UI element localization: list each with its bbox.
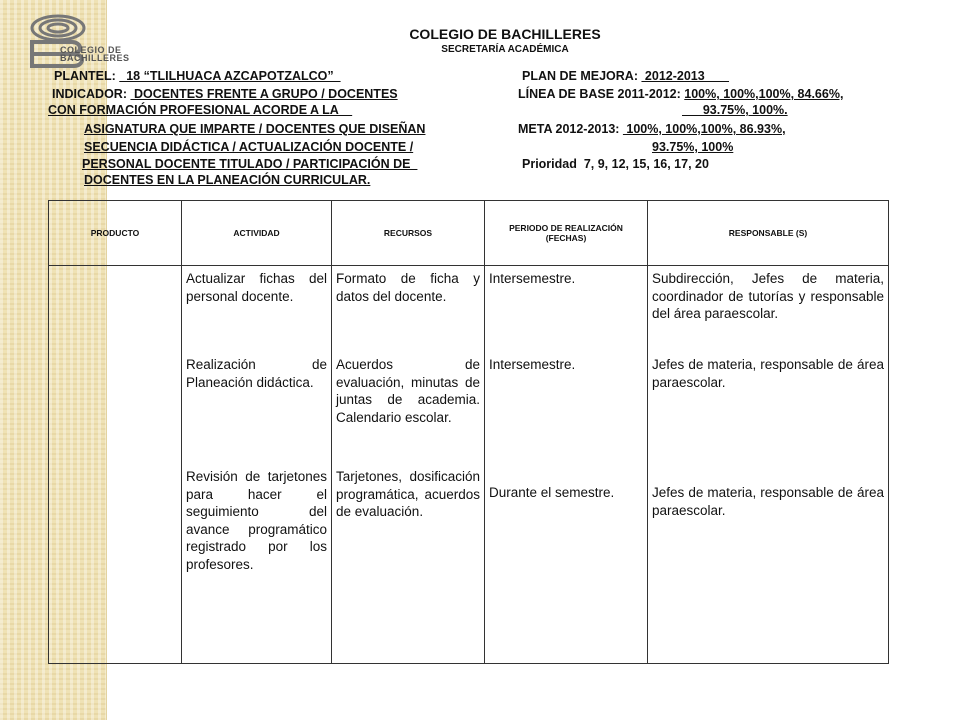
table-row — [49, 266, 889, 664]
responsable-item-1: Subdirección, Jefes de materia, coordinador de tutorías y responsable del área paraescolar. — [652, 271, 884, 321]
indicador-label: INDICADOR: — [52, 87, 131, 101]
recursos-item-3: Tarjetones, dosificación programática, acuerdos de evaluación. — [336, 469, 480, 519]
periodo-item-1: Intersemestre. — [489, 271, 576, 286]
colegio-de-bachilleres-logo-icon — [22, 12, 132, 72]
linea-base-label: LÍNEA DE BASE 2011-2012: — [518, 87, 685, 101]
indicador-line — [52, 87, 398, 102]
producto-cell — [49, 266, 182, 664]
recursos-item-2: Acuerdos de evaluación, minutas de juntas de academia. Calendario escolar. — [336, 357, 480, 425]
responsable-item-2: Jefes de materia, responsable de área paraescolar. — [652, 357, 884, 390]
meta-value: 100%, 100%,100%, 86.93%, — [622, 122, 786, 136]
actividad-item-1: Actualizar fichas del personal docente. — [186, 271, 327, 304]
plantel-label: PLANTEL: — [54, 69, 120, 83]
recursos-item-1: Formato de ficha y datos del docente. — [336, 271, 480, 304]
periodo-cell — [485, 266, 648, 664]
logo-text-line2: BACHILLERES — [60, 53, 130, 63]
indicador-line5: PERSONAL DOCENTE TITULADO / PARTICIPACIÓN DE — [82, 157, 418, 171]
page-subtitle: SECRETARÍA ACADÉMICA — [441, 44, 569, 55]
plan-table — [48, 200, 889, 664]
responsable-item-3: Jefes de materia, responsable de área paraescolar. — [652, 485, 884, 518]
recursos-cell — [332, 266, 485, 664]
actividad-cell — [182, 266, 332, 664]
plan-line — [522, 69, 729, 84]
page-title: COLEGIO DE BACHILLERES — [409, 26, 601, 42]
indicador-line3: ASIGNATURA QUE IMPARTE / DOCENTES QUE DISEÑAN — [84, 122, 426, 136]
linea-base-value: 100%, 100%,100%, 84.66%, — [684, 87, 844, 101]
plan-value: 2012-2013 — [641, 69, 730, 83]
prioridad-label: Prioridad — [522, 157, 577, 171]
prioridad-value: 7, 9, 12, 15, 16, 17, 20 — [576, 157, 709, 171]
periodo-item-3: Durante el semestre. — [489, 485, 615, 500]
header-actividad: ACTIVIDAD — [182, 201, 332, 266]
responsable-cell — [648, 266, 889, 664]
indicador-line4: SECUENCIA DIDÁCTICA / ACTUALIZACIÓN DOCENTE / — [84, 140, 414, 154]
header-recursos: RECURSOS — [332, 201, 485, 266]
plan-label: PLAN DE MEJORA: — [522, 69, 642, 83]
plantel-line — [54, 69, 341, 84]
meta-label: META 2012-2013: — [518, 122, 623, 136]
linea-base-value2: 93.75%, 100%. — [682, 103, 788, 117]
indicador-line6: DOCENTES EN LA PLANEACIÓN CURRICULAR. — [84, 173, 371, 187]
periodo-item-2: Intersemestre. — [489, 357, 576, 372]
actividad-item-2: Realización de Planeación didáctica. — [186, 357, 327, 390]
meta-value2: 93.75%, 100% — [652, 140, 734, 154]
header-producto: PRODUCTO — [49, 201, 182, 266]
prioridad-line — [522, 157, 709, 172]
indicador-value: DOCENTES FRENTE A GRUPO / DOCENTES — [130, 87, 398, 101]
linea-base-line — [518, 87, 843, 102]
actividad-item-3: Revisión de tarjetones para hacer el seguimiento del avance programático registrado por los profesores. — [186, 469, 327, 572]
header-periodo: PERIODO DE REALIZACIÓN (FECHAS) — [485, 201, 648, 266]
plantel-value: 18 “TLILHUACA AZCAPOTZALCO” — [119, 69, 341, 83]
header-responsable: RESPONSABLE (S) — [648, 201, 889, 266]
logo-text-line1: COLEGIO DE — [60, 45, 122, 55]
meta-line — [518, 122, 786, 137]
table-header-row — [49, 201, 889, 266]
indicador-line2: CON FORMACIÓN PROFESIONAL ACORDE A LA — [48, 103, 353, 117]
